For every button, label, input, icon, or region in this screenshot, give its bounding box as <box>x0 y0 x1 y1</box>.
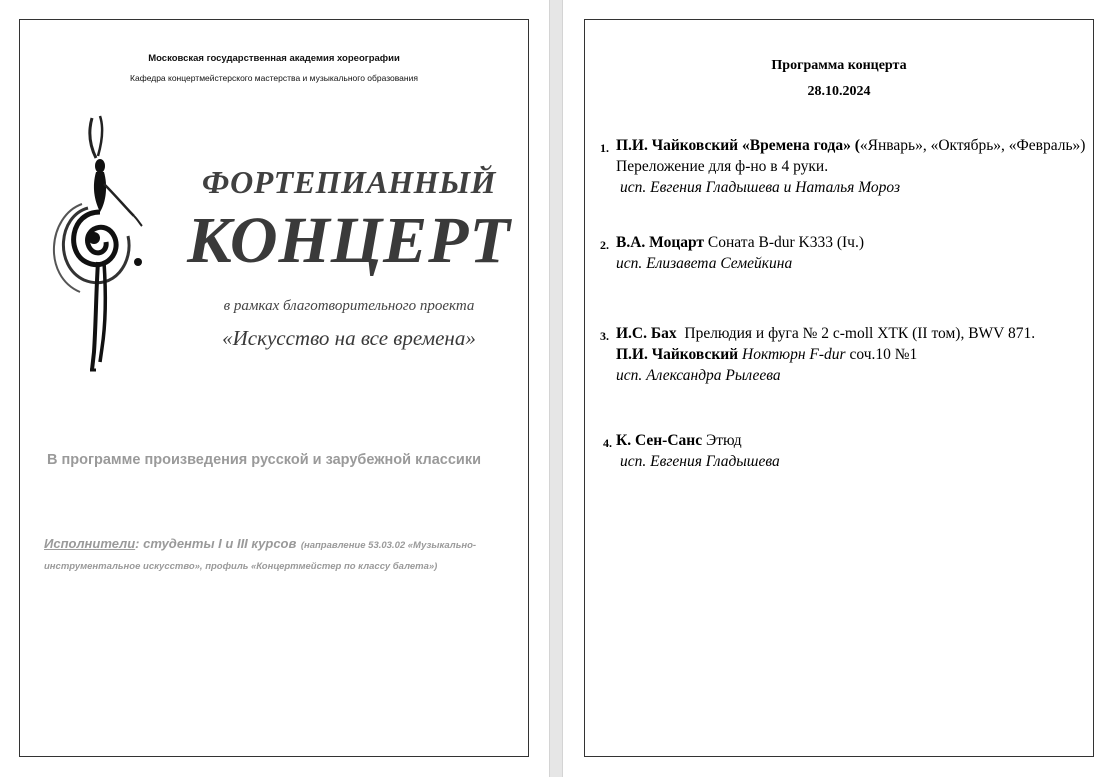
page-gutter <box>549 0 563 777</box>
item-number: 4. <box>603 436 612 450</box>
program-page <box>584 19 1094 757</box>
performers-block <box>44 534 520 576</box>
performers-label: Исполнители <box>44 536 136 551</box>
program-item <box>600 232 1086 274</box>
item-composer-2: П.И. Чайковский <box>616 346 739 363</box>
item-work: «Январь», «Октябрь», «Февраль») Переложение для ф-но в 4 руки. <box>616 137 1086 175</box>
item-composer: И.С. Бах <box>616 325 677 342</box>
item-number: 1. <box>600 141 609 155</box>
project-name: «Искусство на все времена» <box>222 326 476 350</box>
poster-page <box>19 19 529 757</box>
concert-title-line2: КОНЦЕРТ <box>187 204 511 277</box>
item-work: Этюд <box>702 432 742 449</box>
concert-title-line1: ФОРТЕПИАННЫЙ <box>202 164 496 200</box>
item-number: 2. <box>600 238 609 252</box>
academy-name: Московская государственная академия хореографии <box>148 53 400 64</box>
item-number: 3. <box>600 329 609 343</box>
item-work: Соната B-dur K333 (Iч.) <box>704 234 865 251</box>
ballerina-treble-clef-illustration <box>30 112 170 374</box>
program-item <box>600 135 1086 198</box>
performers-value: : студенты I и III курсов <box>135 536 297 551</box>
item-work-2-rest: соч.10 №1 <box>845 346 918 363</box>
item-work-2: Ноктюрн F-dur <box>738 346 846 363</box>
department-name: Кафедра концертмейстерского мастерства и музыкального образования <box>130 73 418 83</box>
program-date: 28.10.2024 <box>807 84 871 99</box>
item-composer: В.А. Моцарт <box>616 234 705 251</box>
item-performer: исп. Евгения Гладышева и Наталья Мороз <box>620 179 901 196</box>
performers-details: (направление 53.03.02 «Музыкально-инструментальное искусство», профиль «Концертмейстер по классу балета») <box>44 540 477 572</box>
item-composer: П.И. Чайковский «Времена года» ( <box>616 137 860 154</box>
item-performer: исп. Елизавета Семейкина <box>616 255 793 272</box>
item-composer: К. Сен-Санс <box>616 432 703 449</box>
program-item <box>603 430 1086 472</box>
program-title: Программа концерта <box>771 58 907 73</box>
item-work: Прелюдия и фуга № 2 c-moll ХТК (II том), BWV 871. <box>676 325 1036 342</box>
project-intro: в рамках благотворительного проекта <box>223 298 475 314</box>
program-item <box>600 323 1086 386</box>
item-performer: исп. Евгения Гладышева <box>620 453 780 470</box>
program-note: В программе произведения русской и зарубежной классики <box>47 452 481 468</box>
item-performer: исп. Александра Рылеева <box>616 367 781 384</box>
